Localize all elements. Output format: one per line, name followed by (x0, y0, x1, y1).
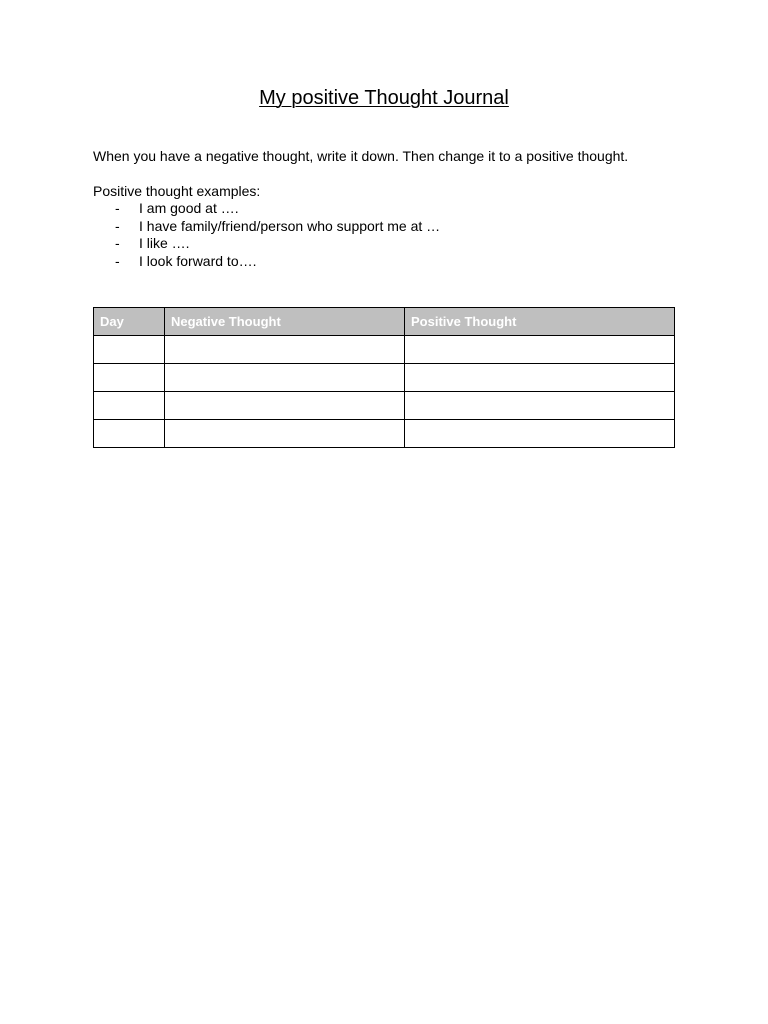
column-header-day: Day (94, 308, 165, 336)
cell-day[interactable] (94, 336, 165, 364)
list-item-text: I have family/friend/person who support me at … (139, 217, 441, 234)
cell-day[interactable] (94, 364, 165, 392)
cell-day[interactable] (94, 392, 165, 420)
examples-label: Positive thought examples: (93, 183, 261, 199)
cell-negative-thought[interactable] (165, 336, 405, 364)
cell-positive-thought[interactable] (405, 364, 675, 392)
cell-positive-thought[interactable] (405, 336, 675, 364)
cell-negative-thought[interactable] (165, 420, 405, 448)
cell-positive-thought[interactable] (405, 392, 675, 420)
bullet-dash: - (115, 235, 120, 252)
column-header-positive-thought: Positive Thought (405, 308, 675, 336)
bullet-dash: - (115, 252, 120, 269)
cell-positive-thought[interactable] (405, 420, 675, 448)
table-row (94, 336, 675, 364)
page-title: My positive Thought Journal (259, 87, 509, 109)
column-header-negative-thought: Negative Thought (165, 308, 405, 336)
table-row (94, 420, 675, 448)
bullet-dash: - (115, 217, 120, 234)
table-header-row (94, 308, 675, 336)
cell-day[interactable] (94, 420, 165, 448)
thought-journal-table (93, 307, 675, 448)
list-item-text: I look forward to…. (139, 252, 257, 269)
table-row (94, 364, 675, 392)
cell-negative-thought[interactable] (165, 392, 405, 420)
list-item-text: I like …. (139, 235, 190, 252)
list-item-text: I am good at …. (139, 200, 239, 216)
cell-negative-thought[interactable] (165, 364, 405, 392)
table-row (94, 392, 675, 420)
intro-paragraph: When you have a negative thought, write it down. Then change it to a positive thought. (93, 148, 629, 164)
bullet-dash: - (115, 200, 120, 216)
